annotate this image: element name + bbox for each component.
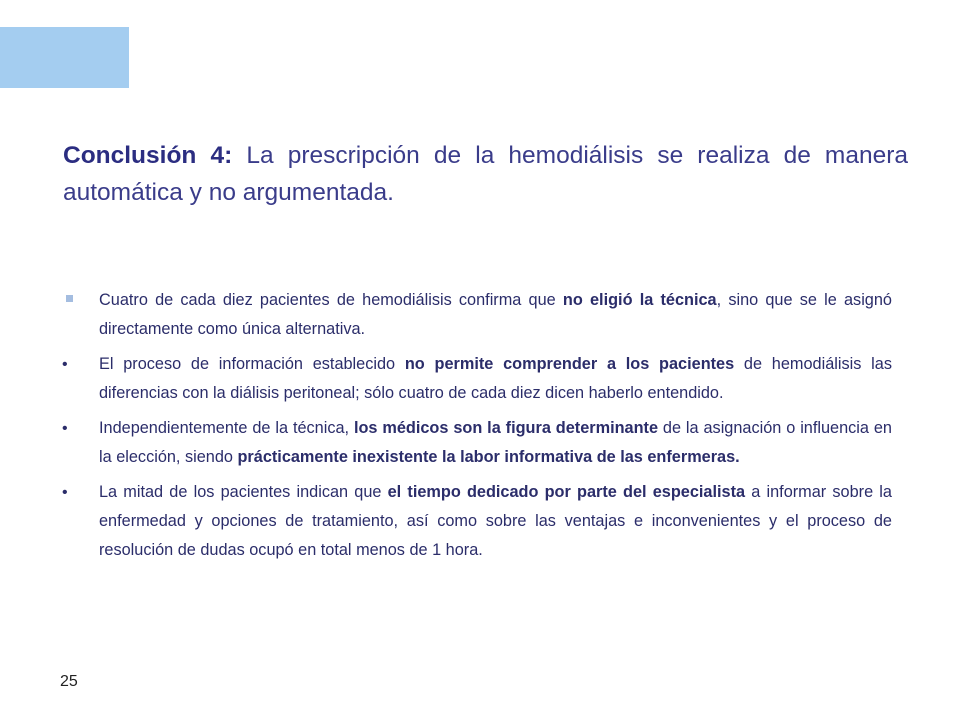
bullet-emphasis: no eligió la técnica xyxy=(562,291,717,309)
bullet-list xyxy=(62,286,892,571)
bullet-emphasis: prácticamente inexistente la labor informativa de las enfermeras. xyxy=(237,448,740,466)
bullet-item xyxy=(62,350,892,408)
bullet-emphasis: no permite comprender a los pacientes xyxy=(404,355,735,373)
square-bullet-icon xyxy=(66,295,73,302)
bullet-text: La mitad de los pacientes indican que xyxy=(99,483,388,501)
bullet-text: a informar sobre la enfermedad y opciones de tratamiento, así como sobre las ventajas e inconvenientes y el proceso de resolución de dudas ocupó en total menos de 1 hora. xyxy=(99,483,892,559)
title-lead: Conclusión 4: xyxy=(63,142,233,169)
title-body: La prescripción de la hemodiálisis se realiza de manera automática y no argumentada. xyxy=(63,142,908,206)
slide-title xyxy=(63,137,908,211)
page-number: 25 xyxy=(60,673,78,690)
bullet-emphasis: los médicos son la figura determinante xyxy=(353,419,659,437)
dot-bullet-icon: • xyxy=(62,420,68,437)
bullet-text: Independientemente de la técnica, xyxy=(99,419,354,437)
bullet-item xyxy=(62,478,892,565)
bullet-item xyxy=(62,286,892,344)
accent-box xyxy=(0,27,129,88)
bullet-text: , sino que se le asignó directamente como única alternativa. xyxy=(99,291,892,338)
bullet-text: de hemodiálisis las diferencias con la diálisis peritoneal; sólo cuatro de cada diez dicen haberlo entendido. xyxy=(99,355,892,402)
dot-bullet-icon: • xyxy=(62,484,68,501)
dot-bullet-icon: • xyxy=(62,356,68,373)
bullet-item xyxy=(62,414,892,472)
bullet-emphasis: el tiempo dedicado por parte del especialista xyxy=(387,483,746,501)
bullet-text: de la asignación o influencia en la elección, siendo xyxy=(99,419,892,466)
bullet-text: El proceso de información establecido xyxy=(99,355,405,373)
bullet-text: Cuatro de cada diez pacientes de hemodiálisis confirma que xyxy=(99,291,563,309)
